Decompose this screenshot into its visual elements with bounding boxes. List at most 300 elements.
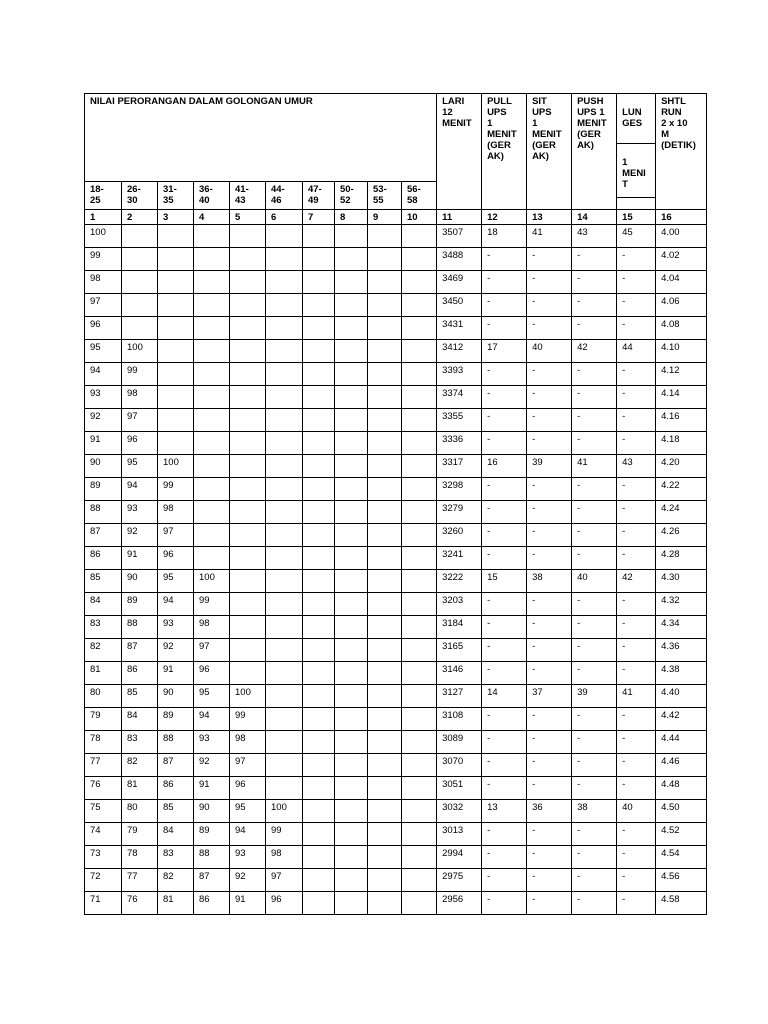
table-cell: 2956 [437, 892, 482, 915]
table-cell: 98 [230, 731, 266, 754]
table-cell: - [527, 317, 572, 340]
table-cell: 86 [194, 892, 230, 915]
table-cell: 4.20 [656, 455, 707, 478]
table-cell: - [482, 892, 527, 915]
table-row [85, 271, 707, 294]
table-cell [402, 524, 437, 547]
table-cell: 93 [194, 731, 230, 754]
table-cell: - [617, 662, 656, 685]
table-cell: - [527, 386, 572, 409]
table-cell [335, 386, 368, 409]
table-row [85, 524, 707, 547]
table-cell: - [572, 271, 617, 294]
table-cell: - [482, 731, 527, 754]
table-cell: 91 [158, 662, 194, 685]
table-cell [230, 570, 266, 593]
age-group-header: 36- 40 [194, 182, 230, 210]
table-cell: - [572, 639, 617, 662]
table-cell [122, 248, 158, 271]
table-cell: 3203 [437, 593, 482, 616]
age-group-header: 47- 49 [303, 182, 335, 210]
table-cell [230, 478, 266, 501]
table-cell: 3127 [437, 685, 482, 708]
table-cell: 100 [122, 340, 158, 363]
table-cell: 41 [572, 455, 617, 478]
table-cell [368, 547, 402, 570]
table-cell [266, 478, 303, 501]
table-cell [158, 225, 194, 248]
table-cell [194, 478, 230, 501]
table-cell [194, 432, 230, 455]
table-cell: - [527, 639, 572, 662]
table-cell: - [527, 892, 572, 915]
table-cell: 96 [158, 547, 194, 570]
table-cell: - [527, 478, 572, 501]
table-cell [303, 892, 335, 915]
table-cell: 2975 [437, 869, 482, 892]
table-cell: - [572, 662, 617, 685]
table-cell: 40 [617, 800, 656, 823]
table-cell [230, 593, 266, 616]
table-cell [402, 616, 437, 639]
table-row [85, 501, 707, 524]
table-cell [402, 731, 437, 754]
table-cell [368, 248, 402, 271]
table-cell: - [527, 432, 572, 455]
table-cell [122, 294, 158, 317]
table-row [85, 869, 707, 892]
table-cell: 100 [230, 685, 266, 708]
table-cell [335, 317, 368, 340]
table-cell [402, 823, 437, 846]
table-cell [335, 455, 368, 478]
table-cell: - [617, 432, 656, 455]
table-cell [402, 846, 437, 869]
table-cell: 85 [158, 800, 194, 823]
table-cell [266, 524, 303, 547]
table-cell: - [572, 409, 617, 432]
table-cell: 98 [194, 616, 230, 639]
column-number: 7 [303, 210, 335, 225]
table-row [85, 708, 707, 731]
table-cell: 82 [158, 869, 194, 892]
table-cell: - [572, 547, 617, 570]
table-cell [368, 524, 402, 547]
table-cell [230, 386, 266, 409]
table-cell [402, 892, 437, 915]
table-cell: 94 [158, 593, 194, 616]
table-cell [122, 271, 158, 294]
table-cell [402, 409, 437, 432]
table-cell: 77 [122, 869, 158, 892]
table-cell: 4.48 [656, 777, 707, 800]
table-cell: 40 [527, 340, 572, 363]
table-cell: 79 [85, 708, 122, 731]
table-cell: 3336 [437, 432, 482, 455]
table-cell: 96 [122, 432, 158, 455]
table-row [85, 846, 707, 869]
table-cell: - [617, 248, 656, 271]
table-cell [303, 317, 335, 340]
table-cell: 80 [122, 800, 158, 823]
table-cell: 88 [85, 501, 122, 524]
table-cell [402, 317, 437, 340]
table-cell [335, 754, 368, 777]
table-cell: - [482, 409, 527, 432]
table-cell: 89 [158, 708, 194, 731]
table-cell: - [482, 271, 527, 294]
table-cell [368, 271, 402, 294]
table-cell: - [527, 593, 572, 616]
table-cell [303, 294, 335, 317]
column-number: 16 [656, 210, 707, 225]
header-lunges [617, 94, 656, 210]
table-cell: - [572, 823, 617, 846]
table-cell [368, 731, 402, 754]
table-cell [368, 409, 402, 432]
table-cell: 4.18 [656, 432, 707, 455]
table-cell [335, 225, 368, 248]
table-cell: 89 [85, 478, 122, 501]
table-cell: 81 [158, 892, 194, 915]
table-cell: 98 [85, 271, 122, 294]
table-cell [194, 386, 230, 409]
table-cell: 3431 [437, 317, 482, 340]
table-cell: 91 [122, 547, 158, 570]
table-cell [303, 777, 335, 800]
table-cell [194, 340, 230, 363]
age-group-header: 18- 25 [85, 182, 122, 210]
table-cell: 100 [266, 800, 303, 823]
table-cell: 4.36 [656, 639, 707, 662]
table-cell: 90 [85, 455, 122, 478]
table-cell: 74 [85, 823, 122, 846]
table-row [85, 478, 707, 501]
table-cell: 88 [122, 616, 158, 639]
table-cell [402, 225, 437, 248]
table-cell: 80 [85, 685, 122, 708]
table-cell: 78 [85, 731, 122, 754]
table-cell [368, 708, 402, 731]
table-row [85, 409, 707, 432]
table-cell: 4.38 [656, 662, 707, 685]
table-cell [266, 409, 303, 432]
column-number: 6 [266, 210, 303, 225]
table-cell: 4.06 [656, 294, 707, 317]
table-cell: - [482, 547, 527, 570]
table-cell [230, 524, 266, 547]
table-cell [194, 501, 230, 524]
table-cell [158, 432, 194, 455]
table-cell [230, 662, 266, 685]
table-cell [368, 478, 402, 501]
table-cell: 100 [158, 455, 194, 478]
table-cell: 37 [527, 685, 572, 708]
table-cell: 17 [482, 340, 527, 363]
table-cell [368, 685, 402, 708]
table-cell: 82 [122, 754, 158, 777]
table-cell: - [572, 777, 617, 800]
table-cell: 99 [158, 478, 194, 501]
table-cell [368, 639, 402, 662]
table-cell [368, 777, 402, 800]
table-cell: 84 [158, 823, 194, 846]
table-row [85, 248, 707, 271]
table-row [85, 593, 707, 616]
table-cell [402, 455, 437, 478]
table-cell: 81 [85, 662, 122, 685]
table-row [85, 363, 707, 386]
table-cell: 85 [122, 685, 158, 708]
table-cell: 3450 [437, 294, 482, 317]
table-row [85, 892, 707, 915]
table-cell [368, 892, 402, 915]
table-cell: - [572, 593, 617, 616]
table-cell [368, 593, 402, 616]
table-cell: - [617, 708, 656, 731]
table-cell: 92 [230, 869, 266, 892]
table-cell: 4.00 [656, 225, 707, 248]
table-cell: 72 [85, 869, 122, 892]
table-cell [303, 547, 335, 570]
table-cell: 84 [122, 708, 158, 731]
table-cell: 90 [194, 800, 230, 823]
table-cell: 86 [122, 662, 158, 685]
table-cell [335, 800, 368, 823]
table-cell [368, 363, 402, 386]
table-cell [158, 294, 194, 317]
table-cell: 83 [85, 616, 122, 639]
table-cell [402, 248, 437, 271]
table-cell: - [617, 363, 656, 386]
table-cell: - [617, 271, 656, 294]
table-cell: 4.34 [656, 616, 707, 639]
table-cell: - [617, 317, 656, 340]
table-cell: 89 [122, 593, 158, 616]
table-cell: 43 [617, 455, 656, 478]
table-cell: 92 [194, 754, 230, 777]
age-group-header: 56- 58 [402, 182, 437, 210]
table-cell: 90 [158, 685, 194, 708]
table-cell: 96 [266, 892, 303, 915]
table-cell [194, 317, 230, 340]
table-cell: 44 [617, 340, 656, 363]
table-cell: 94 [122, 478, 158, 501]
table-row [85, 386, 707, 409]
age-group-header: 50- 52 [335, 182, 368, 210]
table-cell [303, 409, 335, 432]
table-cell [266, 386, 303, 409]
table-cell: 4.30 [656, 570, 707, 593]
table-cell: - [572, 432, 617, 455]
table-cell [230, 639, 266, 662]
table-cell: - [617, 386, 656, 409]
table-cell [266, 501, 303, 524]
table-cell [230, 271, 266, 294]
table-cell: 3108 [437, 708, 482, 731]
table-cell [194, 547, 230, 570]
table-cell [402, 432, 437, 455]
table-cell [402, 271, 437, 294]
header-sit-ups: SIT UPS 1 MENIT (GER AK) [527, 94, 572, 210]
table-cell: 95 [230, 800, 266, 823]
table-cell [303, 593, 335, 616]
table-row [85, 340, 707, 363]
table-cell: - [527, 501, 572, 524]
table-cell [402, 294, 437, 317]
table-cell: - [482, 501, 527, 524]
table-cell: - [572, 731, 617, 754]
table-cell: 87 [158, 754, 194, 777]
table-cell [368, 455, 402, 478]
table-cell [303, 570, 335, 593]
table-row [85, 685, 707, 708]
table-cell [230, 317, 266, 340]
table-cell: - [482, 363, 527, 386]
table-cell [402, 478, 437, 501]
table-cell [266, 317, 303, 340]
table-cell: 43 [572, 225, 617, 248]
table-row [85, 317, 707, 340]
table-cell [402, 662, 437, 685]
table-cell [402, 593, 437, 616]
table-cell: 4.28 [656, 547, 707, 570]
table-cell: 97 [122, 409, 158, 432]
table-cell: - [572, 363, 617, 386]
table-row [85, 662, 707, 685]
table-cell [335, 639, 368, 662]
table-cell [194, 363, 230, 386]
table-cell: 4.50 [656, 800, 707, 823]
table-cell: 38 [527, 570, 572, 593]
table-cell: 39 [527, 455, 572, 478]
table-cell [402, 570, 437, 593]
table-cell: 4.22 [656, 478, 707, 501]
table-cell: - [617, 754, 656, 777]
header-shuttle-run: SHTL RUN 2 x 10 M (DETIK) [656, 94, 707, 210]
table-cell: - [527, 731, 572, 754]
table-cell [303, 708, 335, 731]
table-cell [402, 547, 437, 570]
table-cell: - [572, 846, 617, 869]
table-cell: 83 [122, 731, 158, 754]
table-cell [158, 386, 194, 409]
table-cell: 87 [194, 869, 230, 892]
table-cell [194, 225, 230, 248]
table-cell: 4.12 [656, 363, 707, 386]
table-cell: - [482, 478, 527, 501]
table-cell: 36 [527, 800, 572, 823]
table-cell: 3241 [437, 547, 482, 570]
table-cell [266, 455, 303, 478]
table-cell [122, 317, 158, 340]
column-number: 12 [482, 210, 527, 225]
table-cell [402, 800, 437, 823]
table-cell: - [482, 869, 527, 892]
table-cell: - [482, 317, 527, 340]
column-number: 3 [158, 210, 194, 225]
table-cell: - [527, 846, 572, 869]
table-cell [335, 662, 368, 685]
table-cell [335, 271, 368, 294]
table-cell [402, 340, 437, 363]
table-cell [368, 570, 402, 593]
table-cell: 4.32 [656, 593, 707, 616]
table-row [85, 455, 707, 478]
table-cell [158, 340, 194, 363]
table-cell: - [572, 386, 617, 409]
table-cell: 3469 [437, 271, 482, 294]
table-cell [402, 685, 437, 708]
table-cell [194, 248, 230, 271]
table-cell [303, 478, 335, 501]
table-cell: 84 [85, 593, 122, 616]
age-group-header: 41- 43 [230, 182, 266, 210]
table-cell: 89 [194, 823, 230, 846]
table-cell [230, 616, 266, 639]
table-cell: 99 [194, 593, 230, 616]
table-cell [335, 731, 368, 754]
table-cell [335, 363, 368, 386]
table-cell: - [617, 478, 656, 501]
table-cell: 87 [122, 639, 158, 662]
table-cell: 86 [158, 777, 194, 800]
table-cell: 3412 [437, 340, 482, 363]
score-table [84, 93, 707, 915]
table-cell: 4.02 [656, 248, 707, 271]
table-cell: - [527, 363, 572, 386]
table-cell [303, 846, 335, 869]
table-cell: 91 [230, 892, 266, 915]
table-cell: 96 [85, 317, 122, 340]
table-cell [335, 432, 368, 455]
table-cell [266, 547, 303, 570]
table-cell: - [482, 593, 527, 616]
table-cell [303, 616, 335, 639]
table-cell: 42 [572, 340, 617, 363]
age-group-header: 26- 30 [122, 182, 158, 210]
table-cell [335, 593, 368, 616]
table-cell [230, 501, 266, 524]
table-cell: 13 [482, 800, 527, 823]
column-number-row [85, 210, 707, 225]
age-group-header: 44- 46 [266, 182, 303, 210]
table-cell: 42 [617, 570, 656, 593]
table-cell: - [617, 639, 656, 662]
table-cell [230, 363, 266, 386]
table-cell [158, 248, 194, 271]
header-lari: LARI 12 MENIT [437, 94, 482, 210]
table-cell: 3051 [437, 777, 482, 800]
table-cell [402, 777, 437, 800]
table-cell: 93 [122, 501, 158, 524]
table-cell: 3298 [437, 478, 482, 501]
header-lunges-sub: 1 MENI T [617, 155, 655, 198]
table-cell [303, 225, 335, 248]
table-cell: 76 [122, 892, 158, 915]
table-cell: 3013 [437, 823, 482, 846]
table-cell [266, 708, 303, 731]
table-cell [402, 386, 437, 409]
table-cell [335, 547, 368, 570]
table-cell: 4.26 [656, 524, 707, 547]
table-cell [194, 409, 230, 432]
table-cell [303, 800, 335, 823]
table-cell [303, 271, 335, 294]
table-cell: 78 [122, 846, 158, 869]
table-cell: 40 [572, 570, 617, 593]
table-cell [402, 708, 437, 731]
